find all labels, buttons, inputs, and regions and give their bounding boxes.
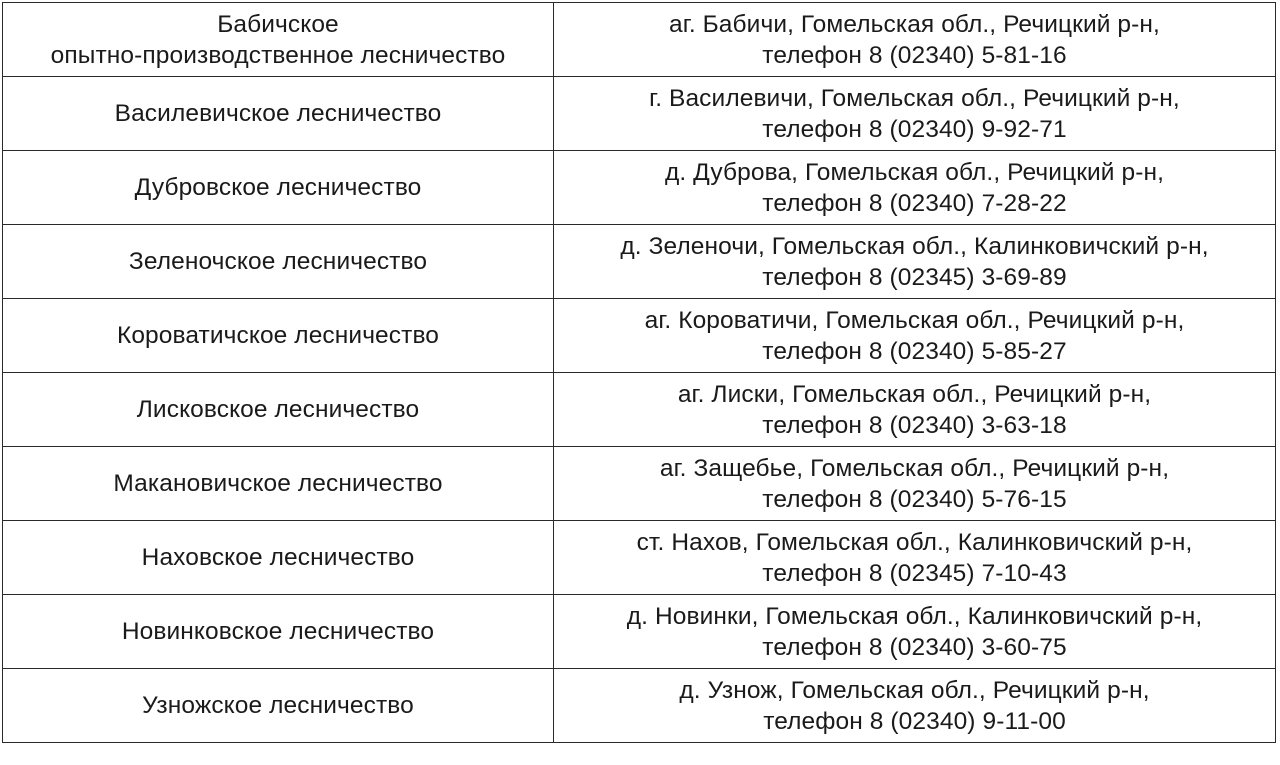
- forestry-address-line: аг. Бабичи, Гомельская обл., Речицкий р-н,: [669, 10, 1160, 38]
- table-row: [3, 3, 1276, 77]
- forestry-name-cell: [3, 3, 554, 77]
- forestry-address-cell: [554, 595, 1276, 669]
- forestry-contacts-table: [2, 2, 1276, 743]
- forestry-address-cell: [554, 77, 1276, 151]
- forestry-name-cell: [3, 151, 554, 225]
- forestry-name-cell: [3, 521, 554, 595]
- table-body: [3, 3, 1276, 743]
- forestry-name-cell: [3, 77, 554, 151]
- forestry-address-cell: [554, 225, 1276, 299]
- forestry-name-line: Дубровское лесничество: [134, 174, 422, 201]
- forestry-name-line: Макановичское лесничество: [113, 470, 443, 497]
- forestry-address-cell: [554, 669, 1276, 743]
- forestry-phone-line: телефон 8 (02340) 7-28-22: [762, 189, 1067, 217]
- forestry-address-cell: [554, 299, 1276, 373]
- forestry-address-line: аг. Короватичи, Гомельская обл., Речицкий р-н,: [644, 306, 1185, 334]
- forestry-phone-line: телефон 8 (02340) 9-92-71: [762, 115, 1067, 143]
- forestry-name-line: Узножское лесничество: [142, 692, 414, 719]
- forestry-address-cell: [554, 373, 1276, 447]
- forestry-name-line: Новинковское лесничество: [121, 618, 435, 645]
- forestry-name-line: опытно-производственное лесничество: [50, 41, 506, 69]
- forestry-name-cell: [3, 669, 554, 743]
- forestry-address-line: д. Зеленочи, Гомельская обл., Калинковичский р-н,: [620, 232, 1209, 260]
- forestry-address-line: г. Василевичи, Гомельская обл., Речицкий р-н,: [649, 84, 1180, 112]
- forestry-name-line: Зеленочское лесничество: [128, 248, 428, 275]
- forestry-address-line: д. Дуброва, Гомельская обл., Речицкий р-н,: [664, 158, 1165, 186]
- forestry-address-cell: [554, 521, 1276, 595]
- table-row: [3, 669, 1276, 743]
- forestry-address-line: ст. Нахов, Гомельская обл., Калинковичский р-н,: [636, 528, 1193, 556]
- table-row: [3, 299, 1276, 373]
- table-row: [3, 373, 1276, 447]
- forestry-address-cell: [554, 3, 1276, 77]
- forestry-name-line: Василевичское лесничество: [114, 100, 442, 127]
- forestry-name-line: Бабичское: [217, 10, 339, 38]
- forestry-phone-line: телефон 8 (02340) 5-85-27: [762, 337, 1067, 365]
- forestry-name-cell: [3, 595, 554, 669]
- forestry-name-line: Короватичское лесничество: [116, 322, 440, 349]
- table-row: [3, 521, 1276, 595]
- table-row: [3, 595, 1276, 669]
- forestry-address-line: д. Узнож, Гомельская обл., Речицкий р-н,: [679, 676, 1150, 704]
- forestry-phone-line: телефон 8 (02340) 3-63-18: [762, 411, 1067, 439]
- forestry-name-cell: [3, 447, 554, 521]
- forestry-name-line: Лисковское лесничество: [136, 396, 420, 423]
- forestry-address-line: аг. Защебье, Гомельская обл., Речицкий р-н,: [659, 454, 1170, 482]
- forestry-phone-line: телефон 8 (02345) 7-10-43: [762, 559, 1067, 587]
- forestry-address-cell: [554, 447, 1276, 521]
- forestry-phone-line: телефон 8 (02340) 5-76-15: [762, 485, 1067, 513]
- forestry-address-line: д. Новинки, Гомельская обл., Калинковичский р-н,: [626, 602, 1203, 630]
- forestry-phone-line: телефон 8 (02345) 3-69-89: [762, 263, 1067, 291]
- table-row: [3, 77, 1276, 151]
- forestry-phone-line: телефон 8 (02340) 5-81-16: [762, 41, 1067, 69]
- forestry-name-line: Наховское лесничество: [141, 544, 415, 571]
- forestry-address-cell: [554, 151, 1276, 225]
- table-row: [3, 447, 1276, 521]
- forestry-name-cell: [3, 299, 554, 373]
- forestry-table-container: [2, 2, 1276, 743]
- table-row: [3, 151, 1276, 225]
- forestry-phone-line: телефон 8 (02340) 9-11-00: [763, 707, 1066, 735]
- table-row: [3, 225, 1276, 299]
- forestry-phone-line: телефон 8 (02340) 3-60-75: [762, 633, 1067, 661]
- forestry-name-cell: [3, 225, 554, 299]
- forestry-name-cell: [3, 373, 554, 447]
- forestry-address-line: аг. Лиски, Гомельская обл., Речицкий р-н,: [677, 380, 1152, 408]
